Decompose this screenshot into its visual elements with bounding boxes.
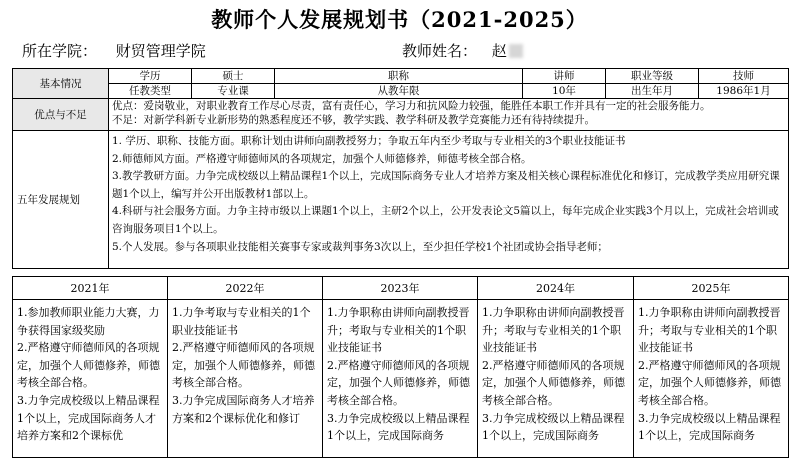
year-line: 2.严格遵守师德师风的各项规定，加强个人师德修养，师德考核全部合格。 [172, 341, 315, 390]
plan-row [13, 131, 789, 269]
cons-text: 不足：对新学科新专业新形势的熟悉程度还不够，教学实践、教学科研及教学竞赛能力还有待持续提升。 [112, 114, 595, 126]
year-cell-2024 [478, 300, 634, 458]
plan-item: 5.个人发展。参与各项职业技能相关赛事专家或裁判事务3次以上，至少担任学校1个社团或协会指导老师； [112, 240, 608, 253]
year-line: 3.力争完成校级以上精品课程1个以上，完成国际商务 [327, 411, 470, 443]
year-header-2022: 2022年 [168, 277, 323, 300]
basic-label: 基本情况 [13, 69, 109, 99]
year-cell-2022 [168, 300, 323, 458]
edu-label: 学历 [109, 69, 192, 84]
teacher-value: 赵 [491, 42, 507, 60]
basic-row-1 [13, 69, 789, 84]
year-line: 1.力争考取与专业相关的1个职业技能证书 [172, 306, 311, 337]
year-line: 1.力争职称由讲师向副教授晋升；考取与专业相关的1个职业技能证书 [638, 306, 781, 355]
teacher-label: 教师姓名： [402, 42, 478, 60]
plan-text [109, 131, 789, 269]
year-line: 3.力争完成校级以上精品课程1个以上，完成国际商务 [638, 411, 781, 443]
year-content-row [13, 300, 789, 458]
years-label: 从教年限 [275, 84, 523, 99]
edu-value: 硕士 [192, 69, 275, 84]
birth-label: 出生年月 [606, 84, 699, 99]
year-line: 1.力争职称由讲师向副教授晋升；考取与专业相关的1个职业技能证书 [327, 306, 470, 355]
level-label: 职业等级 [606, 69, 699, 84]
year-header-2023: 2023年 [323, 277, 478, 300]
school-value: 财贸管理学院 [115, 42, 206, 60]
year-line: 2.严格遵守师德师风的各项规定，加强个人师德修养，师德考核全部合格。 [327, 358, 470, 407]
basic-row-2 [13, 84, 789, 99]
pros-cons-text [109, 99, 789, 131]
year-cell-2023 [323, 300, 478, 458]
year-line: 1.参加教师职业能力大赛，力争获得国家级奖励 [17, 306, 160, 337]
plan-item: 2.师德师风方面。严格遵守师德师风的各项规定，加强个人师德修养，师德考核全部合格。 [112, 152, 532, 165]
birth-value: 1986年1月 [699, 84, 789, 99]
teacher-info [402, 40, 523, 61]
year-cell-2025 [634, 300, 789, 458]
info-table [12, 68, 789, 269]
yearly-plan-table [12, 276, 789, 458]
year-header-row [13, 277, 789, 300]
year-header-2024: 2024年 [478, 277, 634, 300]
year-header-2025: 2025年 [634, 277, 789, 300]
title-value: 讲师 [523, 69, 606, 84]
year-cell-2021 [13, 300, 168, 458]
year-line: 3.力争完成校级以上精品课程1个以上，完成国际商务 [482, 411, 625, 443]
year-line: 1.力争职称由讲师向副教授晋升；考取与专业相关的1个职业技能证书 [482, 306, 625, 355]
years-value: 10年 [523, 84, 606, 99]
plan-label: 五年发展规划 [13, 131, 109, 269]
year-line: 3.力争完成国际商务人才培养方案和2个课标优化和修订 [172, 393, 315, 425]
pros-cons-label: 优点与不足 [13, 99, 109, 131]
title-label: 职称 [275, 69, 523, 84]
school-info [22, 40, 206, 61]
level-value: 技师 [699, 69, 789, 84]
plan-item: 4.科研与社会服务方面。力争主持市级以上课题1个以上，主研2个以上，公开发表论文5篇以上，每年完成企业实践3个月以上，完成社会培训或咨询服务项目1个以上。 [112, 205, 779, 235]
redacted-name-blur [509, 44, 523, 58]
year-line: 2.严格遵守师德师风的各项规定，加强个人师德修养，师德考核全部合格。 [638, 358, 781, 407]
pros-cons-row [13, 99, 789, 131]
year-header-2021: 2021年 [13, 277, 168, 300]
pros-text: 优点：爱岗敬业，对职业教育工作尽心尽责，富有责任心，学习力和抗风险力较强，能胜任本职工作并具有一定的社会服务能力。 [112, 100, 711, 112]
page-title: 教师个人发展规划书（2021-2025） [211, 7, 588, 32]
year-line: 3.力争完成校级以上精品课程1个以上，完成国际商务人才培养方案和2个课标优 [17, 393, 160, 443]
plan-item: 1. 学历、职称、技能方面。职称计划由讲师向副教授努力；争取五年内至少考取与专业相关的3个职业技能证书 [112, 135, 626, 147]
plan-item: 3.教学教研方面。力争完成校级以上精品课程1个以上，完成国际商务专业人才培养方案及相关核心课程标准优化和修订，完成教学类应用研究课题1个以上，编写并公开出版教材1部以上。 [112, 170, 780, 200]
type-label: 任教类型 [109, 84, 192, 99]
school-label: 所在学院： [22, 42, 98, 60]
year-line: 2.严格遵守师德师风的各项规定，加强个人师德修养，师德考核全部合格。 [482, 358, 625, 407]
type-value: 专业课 [192, 84, 275, 99]
year-line: 2.严格遵守师德师风的各项规定，加强个人师德修养，师德考核全部合格。 [17, 341, 160, 390]
